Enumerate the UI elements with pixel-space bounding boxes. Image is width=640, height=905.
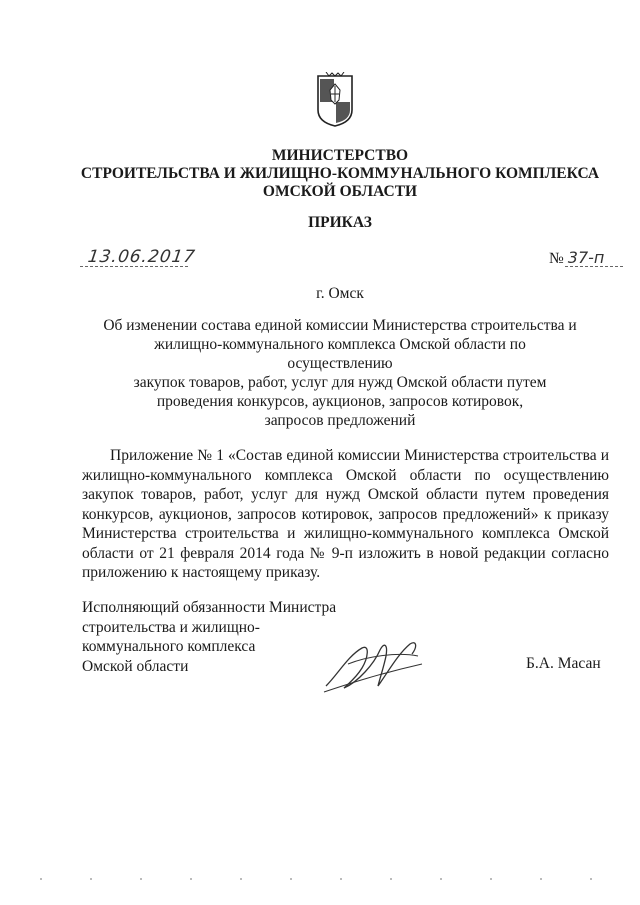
signer-position-line: Омской области — [82, 657, 189, 675]
signer-position-line: Исполняющий обязанности Министра — [82, 599, 337, 616]
date-underline — [80, 266, 188, 267]
order-number-value: 37-п — [567, 248, 605, 267]
order-body — [82, 446, 609, 583]
subject-line: жилищно-коммунального комплекса Омской области по осуществлению — [154, 336, 526, 372]
scan-edge-marks — [0, 877, 640, 881]
ministry-name-line-1: МИНИСТЕРСТВО — [271, 147, 409, 164]
subject-line: проведения конкурсов, аукционов, запросов котировок, — [156, 393, 524, 410]
ministry-name-line-3: ОМСКОЙ ОБЛАСТИ — [262, 183, 418, 200]
signer-name: Б.А. Масан — [526, 655, 601, 672]
city: г. Омск — [316, 285, 364, 302]
document-type-title: ПРИКАЗ — [308, 214, 372, 231]
coat-of-arms-icon — [314, 72, 356, 128]
handwritten-signature — [318, 634, 428, 696]
signer-position-line: коммунального комплекса — [82, 638, 256, 655]
number-sign: № — [549, 250, 564, 267]
order-date: 13.06.2017 — [86, 247, 197, 267]
signer-position-line: строительства и жилищно- — [82, 618, 260, 636]
signer-position — [82, 598, 336, 676]
ministry-name-line-2: СТРОИТЕЛЬСТВА И ЖИЛИЩНО-КОММУНАЛЬНОГО КОМПЛЕКСА — [80, 165, 600, 182]
subject-line: закупок товаров, работ, услуг для нужд Омской области путем — [133, 374, 547, 391]
body-paragraph: Приложение № 1 «Состав единой комиссии Министерства строительства и жилищно-коммунального комплекса Омской области по осуществлению закупок товаров, работ, услуг для нужд Омской области путем проведения конкурсов, аукционов, запросов котировок, запросов предложений» к приказу Министерства строительства и жилищно-коммунального комплекса Омской области от 21 февраля 2014 года № 9-п изложить в новой редакции согласно приложению к настоящему приказу. — [82, 447, 609, 581]
order-number — [549, 248, 604, 268]
number-underline — [565, 266, 623, 267]
subject-line: запросов предложений — [264, 412, 416, 429]
subject-line: Об изменении состава единой комиссии Министерства строительства и — [103, 317, 577, 334]
order-subject — [100, 316, 580, 430]
